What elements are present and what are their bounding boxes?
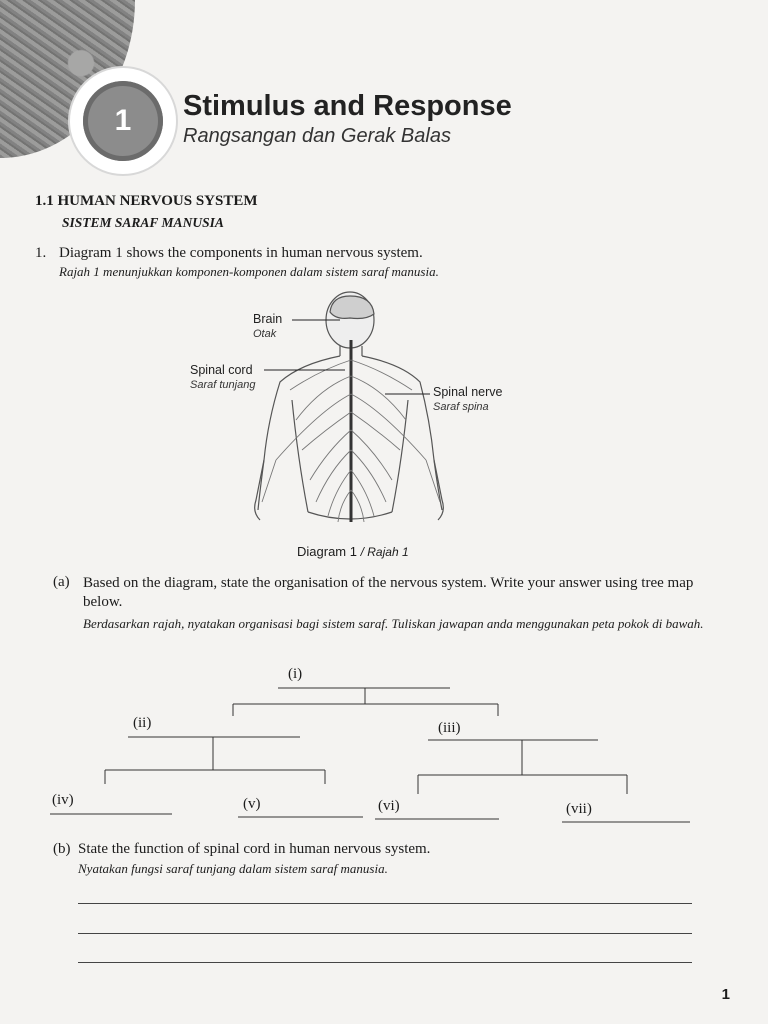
part-b-label: (b) <box>53 841 71 857</box>
question-text: Diagram 1 shows the components in human nervous system. <box>59 245 423 261</box>
part-a-label: (a) <box>53 574 70 590</box>
answer-line-2 <box>78 933 692 934</box>
chapter-number: 1 <box>114 104 132 137</box>
part-b-text: State the function of spinal cord in human nervous system. <box>78 841 431 857</box>
question-text-ms: Rajah 1 menunjukkan komponen-komponen dalam sistem saraf manusia. <box>59 264 439 279</box>
answer-line-3 <box>78 962 692 963</box>
part-a-text-ms: Berdasarkan rajah, nyatakan organisasi bagi sistem saraf. Tuliskan jawapan anda menggunakan peta pokok di bawah. <box>83 616 704 631</box>
tree-node-i: (i) <box>288 666 303 682</box>
page-number: 1 <box>721 986 730 1003</box>
section-heading: 1.1 HUMAN NERVOUS SYSTEM <box>35 193 258 209</box>
human-body-figure <box>180 290 540 540</box>
question-number: 1. <box>35 245 47 261</box>
label-brain-ms: Otak <box>253 328 277 340</box>
label-spinal-cord: Spinal cord <box>190 363 253 377</box>
label-spinal-nerve-ms: Saraf spina <box>433 401 489 413</box>
tree-node-vii: (vii) <box>566 801 592 817</box>
tree-node-v: (v) <box>243 796 261 812</box>
part-b-text-ms: Nyatakan fungsi saraf tunjang dalam sistem saraf manusia. <box>78 861 388 876</box>
diagram-caption <box>297 544 409 559</box>
section-heading-ms: SISTEM SARAF MANUSIA <box>62 215 224 230</box>
nervous-system-diagram <box>180 290 540 540</box>
label-brain: Brain <box>253 312 283 326</box>
tree-node-vi: (vi) <box>378 798 400 814</box>
label-spinal-nerve: Spinal nerve <box>433 385 503 399</box>
answer-line-1 <box>78 903 692 904</box>
label-spinal-cord-ms: Saraf tunjang <box>190 379 256 391</box>
part-a-text: Based on the diagram, state the organisation of the nervous system. Write your answer using tree map below. <box>83 575 694 610</box>
tree-node-iii: (iii) <box>438 720 461 736</box>
chapter-title: Stimulus and Response <box>183 90 512 122</box>
caption-en: Diagram 1 <box>297 544 357 559</box>
chapter-subtitle: Rangsangan dan Gerak Balas <box>183 125 451 147</box>
tree-node-ii: (ii) <box>133 715 152 731</box>
tree-node-iv: (iv) <box>52 792 74 808</box>
chapter-badge <box>83 81 163 161</box>
caption-ms: / Rajah 1 <box>360 545 409 559</box>
